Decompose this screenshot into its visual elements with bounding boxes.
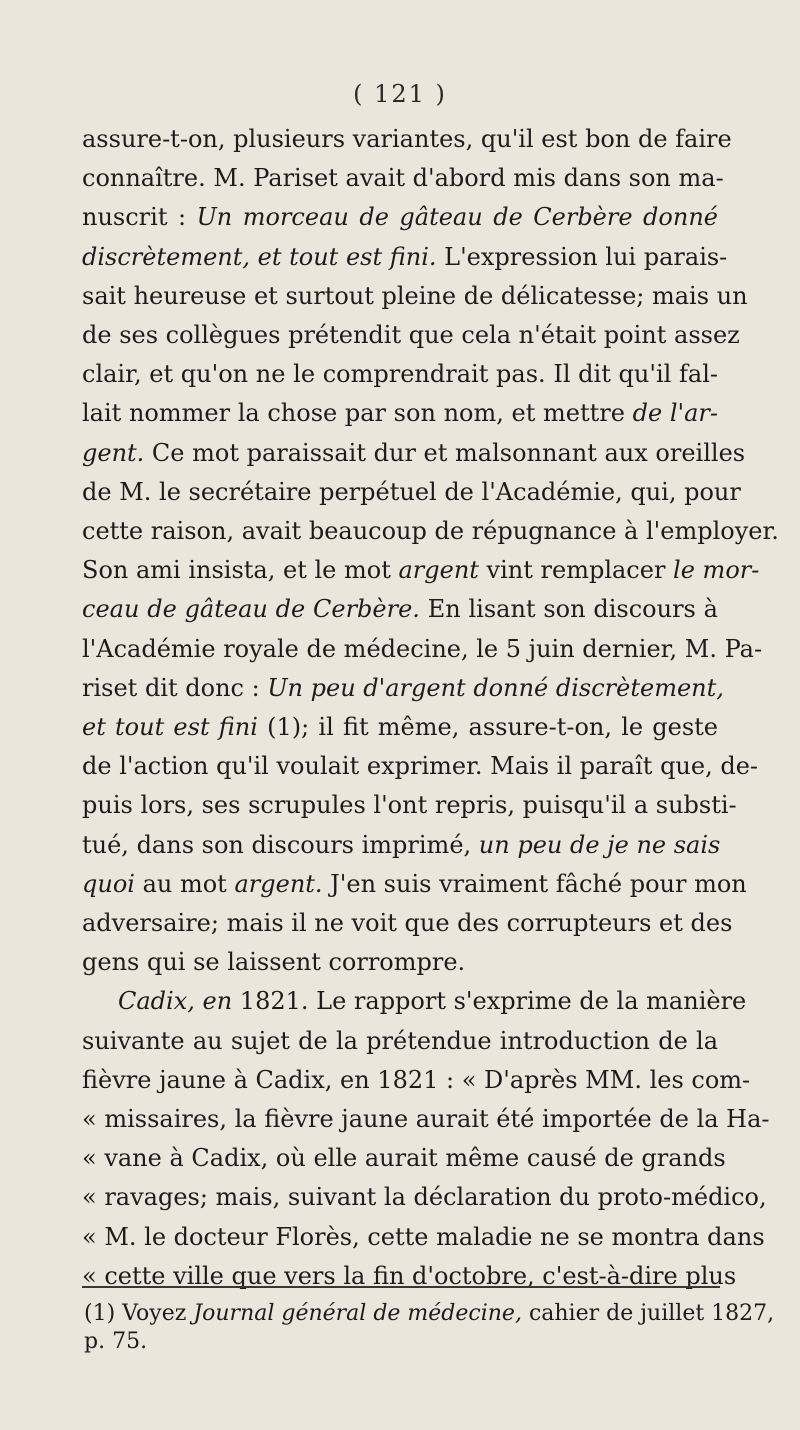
text-run: l'Académie royale de médecine, le 5 juin dernier, M. Pa- (82, 634, 763, 663)
italic-text: ceau de gâteau de Cerbère. (82, 595, 420, 624)
italic-text: argent. (234, 869, 323, 898)
text-run: (1) Voyez (84, 1301, 194, 1326)
text-line (82, 277, 748, 316)
text-line (82, 590, 718, 629)
italic-text: et tout est fini (82, 713, 258, 742)
text-run: connaître. M. Pariset avait d'abord mis dans son ma- (82, 164, 724, 193)
text-run: Ce mot paraissait dur et malsonnant aux oreilles (144, 438, 746, 467)
text-run: suivante au sujet de la prétendue introduction de la (82, 1026, 718, 1055)
text-run: lait nommer la chose par son nom, et mettre (82, 399, 633, 428)
text-line (82, 904, 733, 943)
text-line (82, 238, 728, 277)
text-run: 1821. Le rapport s'exprime de la manière (232, 987, 747, 1016)
italic-text: de l'ar- (632, 399, 718, 428)
footnote-line (84, 1328, 716, 1356)
paragraph (82, 120, 779, 982)
text-line (82, 1061, 751, 1100)
text-line (82, 865, 747, 904)
text-run: (1); il fit même, assure-t-on, le geste (257, 713, 719, 742)
italic-text: Journal général de médecine, (193, 1301, 522, 1326)
text-run: nuscrit : (82, 203, 197, 232)
text-run: « ravages; mais, suivant la déclaration du proto-médico, (82, 1183, 767, 1212)
italic-text: Un morceau de gâteau de Cerbère donné (196, 203, 718, 232)
text-line (82, 669, 724, 708)
text-line (82, 786, 737, 825)
italic-text: Cadix, en (118, 987, 233, 1016)
footnote-line (84, 1300, 775, 1328)
text-run: gens qui se laissent corrompre. (82, 948, 466, 977)
text-line (82, 708, 718, 747)
text-run: puis lors, ses scrupules l'ont repris, puisqu'il a substi- (82, 791, 737, 820)
text-line (82, 1022, 718, 1061)
text-run: vint remplacer (478, 556, 674, 585)
text-line (82, 512, 779, 551)
italic-text: gent. (82, 438, 145, 467)
text-line (82, 198, 718, 237)
text-line (82, 826, 721, 865)
text-run: de ses collègues prétendit que cela n'était point assez (82, 321, 740, 350)
text-line (82, 473, 741, 512)
text-line (82, 551, 760, 590)
text-run: « vane à Cadix, où elle aurait même causé de grands (82, 1144, 726, 1173)
text-line (82, 355, 718, 394)
footnote (84, 1300, 775, 1356)
text-run: assure-t-on, plusieurs variantes, qu'il est bon de faire (82, 125, 732, 153)
text-run: Son ami insista, et le mot (82, 556, 399, 585)
text-line (82, 1218, 765, 1257)
italic-text: argent (398, 556, 479, 585)
text-run: L'expression lui parais- (436, 242, 728, 271)
text-run: au mot (134, 869, 235, 898)
text-run: « missaires, la fièvre jaune aurait été importée de la Ha- (82, 1105, 770, 1134)
text-run: de M. le secrétaire perpétuel de l'Académie, qui, pour (82, 477, 741, 506)
text-run: tué, dans son discours imprimé, (82, 830, 479, 859)
italic-text: le mor- (673, 556, 760, 585)
body-text (82, 120, 779, 1296)
text-run: cette raison, avait beaucoup de répugnance à l'employer. (82, 517, 779, 546)
text-run: clair, et qu'on ne le comprendrait pas. Il dit qu'il fal- (82, 360, 718, 389)
text-line (82, 1139, 726, 1178)
text-line (82, 1257, 737, 1296)
text-line (82, 159, 724, 198)
text-run: « M. le docteur Florès, cette maladie ne se montra dans (82, 1222, 765, 1251)
footnote-rule (82, 1286, 720, 1288)
italic-text: Un peu d'argent donné discrètement, (267, 673, 724, 702)
text-run: p. 75. (84, 1329, 148, 1354)
italic-text: un peu de je ne sais (478, 830, 721, 859)
text-line (82, 943, 718, 982)
text-run: de l'action qu'il voulait exprimer. Mais il paraît que, de- (82, 752, 759, 781)
italic-text: quoi (82, 869, 135, 898)
text-line (82, 394, 718, 433)
text-run: cahier de juillet 1827, (521, 1301, 775, 1326)
text-line (82, 1178, 767, 1217)
text-run: riset dit donc : (82, 673, 268, 702)
text-run: « cette ville que vers la fin d'octobre, c'est-à-dire plus (82, 1261, 737, 1290)
text-line (82, 747, 759, 786)
text-line (82, 316, 740, 355)
paragraph (82, 982, 770, 1296)
text-run: J'en suis vraiment fâché pour mon (322, 869, 747, 898)
text-line (82, 982, 747, 1021)
text-run: En lisant son discours à (419, 595, 718, 624)
text-run: adversaire; mais il ne voit que des corrupteurs et des (82, 909, 733, 938)
text-line (82, 630, 763, 669)
italic-text: discrètement, et tout est fini. (82, 242, 437, 271)
text-line (82, 1100, 770, 1139)
text-line (82, 120, 732, 159)
page-number: ( 121 ) (353, 80, 447, 108)
text-run: sait heureuse et surtout pleine de délicatesse; mais un (82, 281, 748, 310)
text-line (82, 434, 746, 473)
text-run: fièvre jaune à Cadix, en 1821 : « D'après MM. les com- (82, 1065, 751, 1094)
